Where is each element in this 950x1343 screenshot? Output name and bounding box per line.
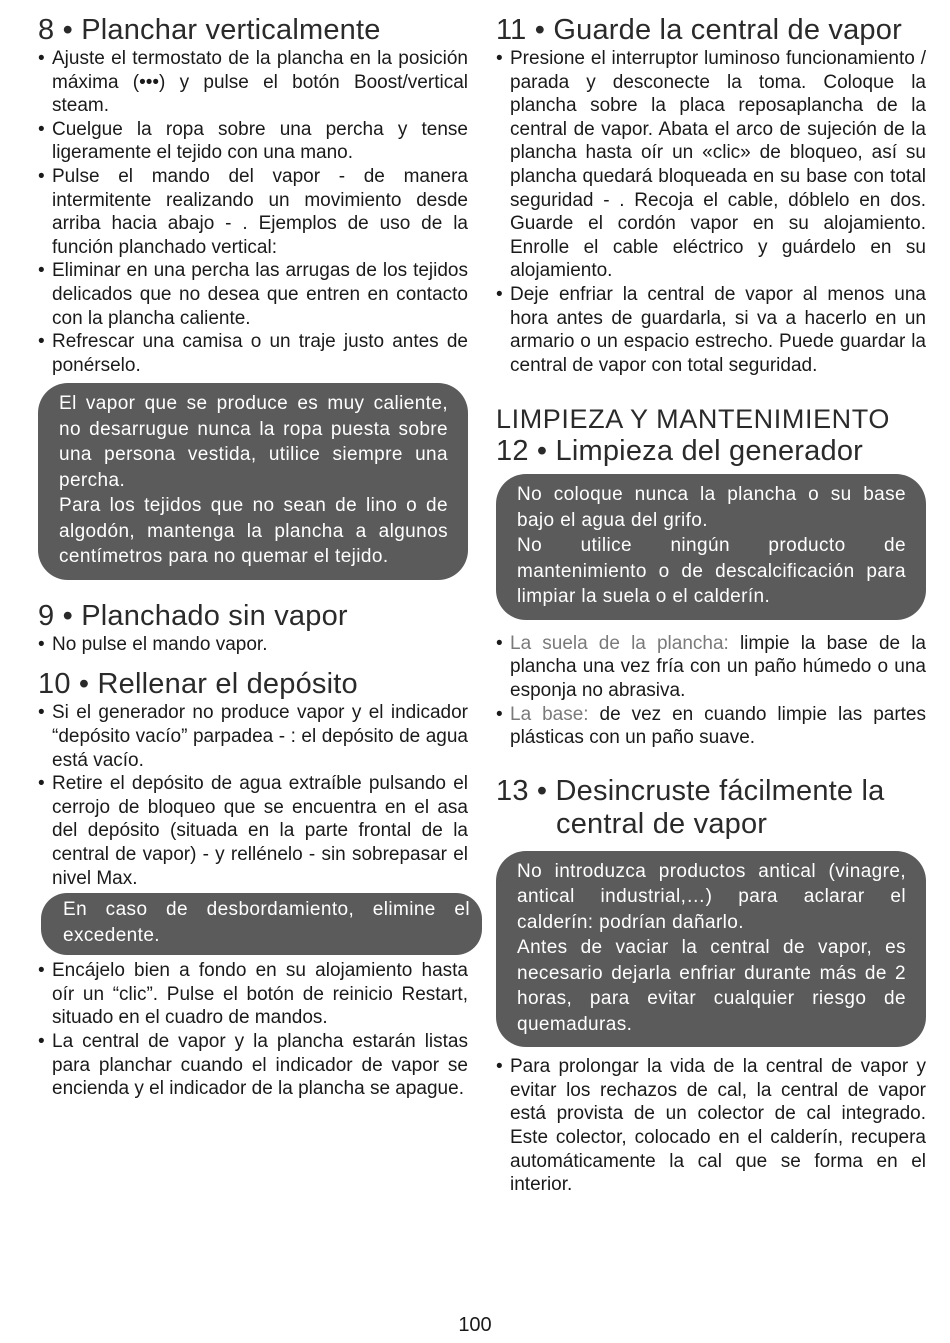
list-item: • Eliminar en una percha las arrugas de los tejidos delicados que no desea que entren en contacto con la plancha caliente. [38,259,468,330]
section-12-list [496,632,926,750]
list-item: • Cuelgue la ropa sobre una percha y tense ligeramente el tejido con una mano. [38,118,468,165]
list-item: • Pulse el mando del vapor - de manera intermitente realizando un movimiento desde arriba hacia abajo - . Ejemplos de uso de la función planchado vertical: [38,165,468,259]
note-paragraph: Para los tejidos que no sean de lino o de algodón, mantenga la plancha a algunos centímetros para no quemar el tejido. [59,495,448,568]
list-item: • Deje enfriar la central de vapor al menos una hora antes de guardarla, si va a hacerlo en un armario o un espacio estrecho. Puede guardar la central de vapor con total seguridad. [496,283,926,377]
left-column [38,14,468,1101]
section-9-title: 9 • Planchado sin vapor [38,599,348,632]
section-12-title: 12 • Limpieza del generador [496,435,864,468]
warning-note-box [496,474,926,620]
list-item [496,703,926,750]
section-11-title: 11 • Guarde la central de vapor [496,14,902,46]
item-label: La suela de la plancha: [510,632,729,654]
list-item: • Encájelo bien a fondo en su alojamiento hasta oír un “clic”. Pulse el botón de reinicio Restart, situado en el cuadro de mandos. [38,959,468,1030]
list-item: • Retire el depósito de agua extraíble pulsando el cerrojo de bloqueo que se encuentra en el asa del depósito (situada en la parte frontal de la central de vapor) - y rellénelo - sin sobrepasar el nivel Max. [38,772,468,890]
section-8-title: 8 • Planchar verticalmente [38,14,381,46]
section-9-list [38,633,468,657]
section-11-list [496,47,926,377]
list-item: • Refrescar una camisa o un traje justo antes de ponérselo. [38,330,468,377]
right-column [496,14,926,1197]
item-text: limpie la base de la plancha una vez fría con un paño húmedo o una esponja no abrasiva. [510,632,926,701]
list-item: • No pulse el mando vapor. [38,633,468,657]
overflow-note-box [41,893,482,955]
note-paragraph: No coloque nunca la plancha o su base bajo el agua del grifo. [517,484,906,531]
note-paragraph: En caso de desbordamiento, elimine el excedente. [63,899,470,947]
chapter-heading: LIMPIEZA Y MANTENIMIENTO [496,404,890,435]
section-8-list [38,47,468,377]
note-paragraph: No utilice ningún producto de mantenimiento o de descalcificación para limpiar la suela o el calderín. [517,535,906,608]
section-13-title: 13 • Desincruste fácilmente la central de vapor [496,774,885,840]
list-item: • Presione el interruptor luminoso funcionamiento / parada y desconecte la toma. Coloque la plancha sobre la placa reposaplancha de la central de vapor. Abata el arco de sujeción de la plancha hasta oír un «clic» de bloqueo, así su plancha quedará bloqueada en su base con total seguridad - . Recoja el cable, dóblelo en dos. Guarde el cordón vapor en su alojamiento. Enrolle el cable eléctrico y guárdelo en su alojamiento. [496,47,926,283]
section-10-list [38,701,468,890]
warning-note-box [496,851,926,1048]
list-item: • Si el generador no produce vapor y el indicador “depósito vacío” parpadea - : el depósito de agua está vacío. [38,701,468,772]
list-item: • Ajuste el termostato de la plancha en la posición máxima (•••) y pulse el botón Boost/vertical steam. [38,47,468,118]
list-item [496,632,926,703]
section-10-list-continued [38,959,468,1101]
list-item: • Para prolongar la vida de la central de vapor y evitar los rechazos de cal, la central de vapor está provista de un colector de cal integrado. Este colector, colocado en el calderín, recupera automáticamente la cal que se forma en el interior. [496,1055,926,1197]
list-item: • La central de vapor y la plancha estarán listas para planchar cuando el indicador de vapor se encienda y el indicador de la plancha se apague. [38,1030,468,1101]
warning-note-box [38,383,468,580]
note-paragraph: Antes de vaciar la central de vapor, es necesario dejarla enfriar durante más de 2 horas, para evitar cualquier riesgo de quemaduras. [517,937,906,1035]
section-10-title: 10 • Rellenar el depósito [38,668,358,701]
section-13-list [496,1055,926,1197]
page-number: 100 [458,1314,492,1336]
note-paragraph: El vapor que se produce es muy caliente, no desarrugue nunca la ropa puesta sobre una persona vestida, utilice siempre una percha. [59,393,448,491]
note-paragraph: No introduzca productos antical (vinagre, antical industrial,…) para aclarar el calderín: podrían dañarlo. [517,860,906,933]
item-text: de vez en cuando limpie las partes plásticas con un paño suave. [510,703,926,749]
item-label: La base: [510,703,589,725]
